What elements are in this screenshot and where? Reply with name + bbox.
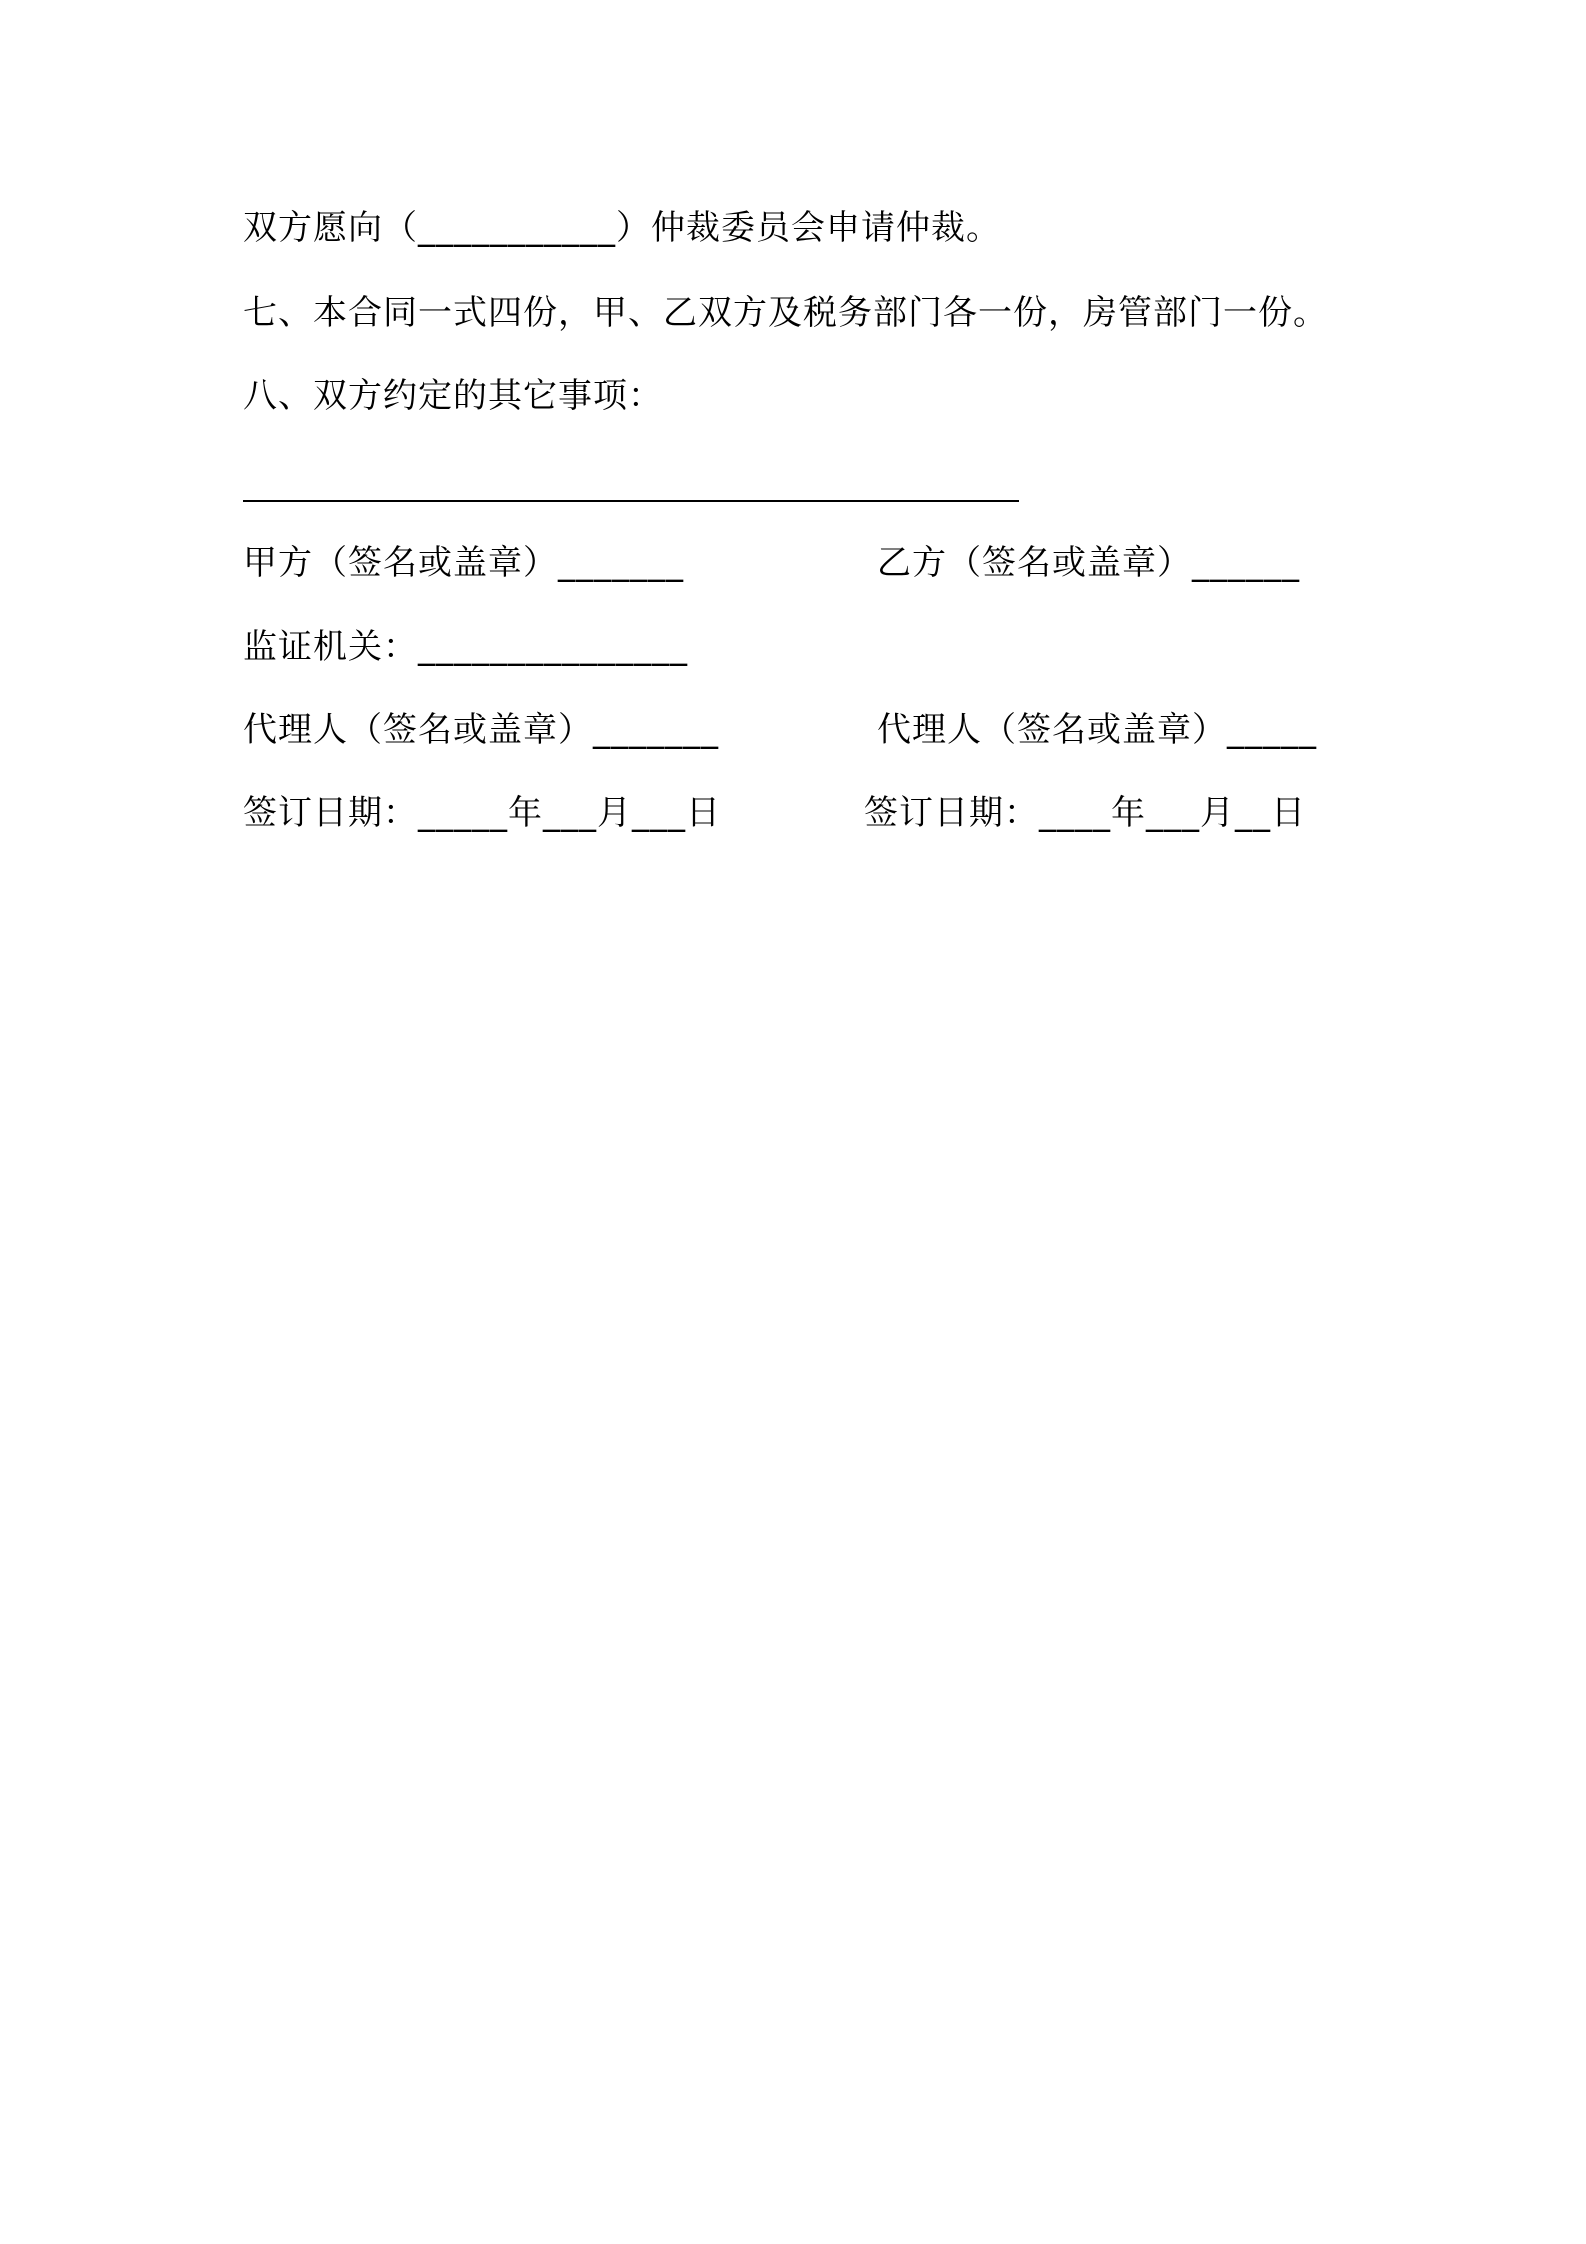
supervisory-authority: 监证机关：_______________: [243, 627, 688, 667]
clause-eight: 八、双方约定的其它事项：: [243, 376, 663, 416]
arbitration-clause: 双方愿向（___________）仲裁委员会申请仲裁。: [243, 208, 1001, 248]
agent-a-signature: 代理人（签名或盖章）_______: [243, 710, 719, 750]
agent-b-signature: 代理人（签名或盖章）_____: [877, 710, 1317, 750]
party-a-signature: 甲方（签名或盖章）_______: [243, 543, 684, 583]
clause-seven: 七、本合同一式四份，甲、乙双方及税务部门各一份，房管部门一份。: [243, 293, 1328, 333]
other-matters-blank-line: [243, 500, 1019, 502]
party-b-signature: 乙方（签名或盖章）______: [877, 543, 1300, 583]
sign-date-a: 签订日期：_____年___月___日: [243, 793, 721, 833]
sign-date-b: 签订日期：____年___月__日: [864, 793, 1306, 833]
